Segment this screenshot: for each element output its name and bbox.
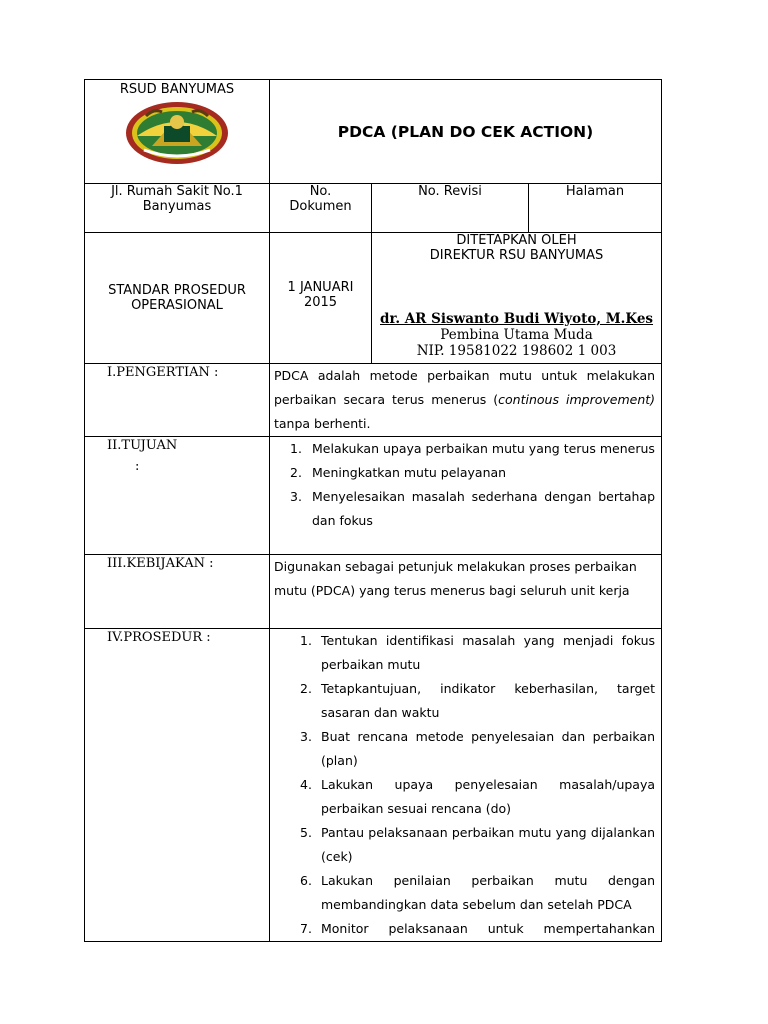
procedure-step-text: Tetapkantujuan, indikator keberhasilan, target sasaran dan waktu [321, 681, 656, 720]
header-org-cell [85, 80, 270, 184]
purpose-item [270, 437, 655, 461]
purpose-list-cell [270, 437, 662, 555]
purpose-label: II.TUJUAN [107, 438, 178, 453]
list-number: 4. [300, 777, 312, 792]
list-number: 6. [300, 873, 312, 888]
purpose-list [270, 437, 661, 533]
list-number: 7. [300, 921, 312, 936]
procedure-step [270, 725, 655, 773]
purpose-colon: : [135, 459, 140, 474]
definition-text-italic: continous improvement) [498, 392, 656, 407]
sop-label: STANDAR PROSEDUR OPERASIONAL [85, 233, 270, 364]
procedure-step [270, 773, 655, 821]
purpose-item [270, 485, 655, 533]
definition-text-end: tanpa berhenti. [274, 416, 371, 431]
procedure-step-text: Lakukan upaya penyelesaian masalah/upaya perbaikan sesuai rencana (do) [321, 777, 656, 816]
list-number: 3. [300, 729, 312, 744]
procedure-step-text: Lakukan penilaian perbaikan mutu dengan membandingkan data sebelum dan setelah PDCA [321, 873, 656, 912]
list-number: 2. [300, 681, 312, 696]
procedure-step-text: Buat rencana metode penyelesaian dan perbaikan (plan) [321, 729, 656, 768]
definition-label: I.PENGERTIAN : [85, 364, 270, 437]
document-number-label: No. Dokumen [270, 184, 372, 233]
set-by-line-2: DIREKTUR RSU BANYUMAS [429, 248, 604, 263]
purpose-label-cell [85, 437, 270, 555]
document-title: PDCA (PLAN DO CEK ACTION) [270, 80, 662, 184]
procedure-step-text: Tentukan identifikasi masalah yang menjadi fokus perbaikan mutu [321, 633, 656, 672]
procedure-step [270, 869, 655, 917]
banyumas-emblem-logo [124, 100, 230, 166]
list-number: 1. [290, 441, 302, 456]
procedure-step [270, 677, 655, 725]
hospital-address: Jl. Rumah Sakit No.1 Banyumas [85, 184, 270, 233]
list-number: 1. [300, 633, 312, 648]
purpose-item-text: Menyelesaikan masalah sederhana dengan bertahap dan fokus [312, 489, 656, 528]
purpose-item [270, 461, 655, 485]
list-number: 3. [290, 489, 302, 504]
effective-date: 1 JANUARI 2015 [270, 233, 372, 364]
purpose-item-text: Melakukan upaya perbaikan mutu yang terus menerus [312, 441, 655, 456]
signatory-rank: Pembina Utama Muda [440, 327, 593, 343]
procedure-step [270, 821, 655, 869]
procedure-step [270, 629, 655, 677]
purpose-item-text: Meningkatkan mutu pelayanan [312, 465, 507, 480]
policy-label: III.KEBIJAKAN : [85, 555, 270, 629]
signatory-nip: NIP. 19581022 198602 1 003 [416, 343, 617, 359]
org-name: RSUD BANYUMAS [119, 82, 235, 97]
procedure-label: IV.PROSEDUR : [85, 629, 270, 942]
page-label: Halaman [529, 184, 662, 233]
procedure-step-text: Pantau pelaksanaan perbaikan mutu yang dijalankan (cek) [321, 825, 656, 864]
procedure-list [270, 629, 661, 941]
policy-text: Digunakan sebagai petunjuk melakukan proses perbaikan mutu (PDCA) yang terus menerus bagi seluruh unit kerja [270, 555, 662, 629]
list-number: 2. [290, 465, 302, 480]
sop-document-table [84, 79, 662, 942]
set-by-line-1: DITETAPKAN OLEH [456, 233, 577, 248]
list-number: 5. [300, 825, 312, 840]
revision-number-label: No. Revisi [372, 184, 529, 233]
procedure-step-text: Monitor pelaksanaan untuk mempertahankan [321, 921, 656, 936]
procedure-step [270, 917, 655, 941]
signatory-name: dr. AR Siswanto Budi Wiyoto, M.Kes [380, 311, 654, 327]
procedure-list-cell [270, 629, 662, 942]
approval-block [372, 233, 662, 364]
definition-text-start: PDCA adalah metode perbaikan mutu untuk melakukan perbaikan secara terus menerus ( [274, 368, 656, 407]
definition-text [270, 364, 662, 437]
